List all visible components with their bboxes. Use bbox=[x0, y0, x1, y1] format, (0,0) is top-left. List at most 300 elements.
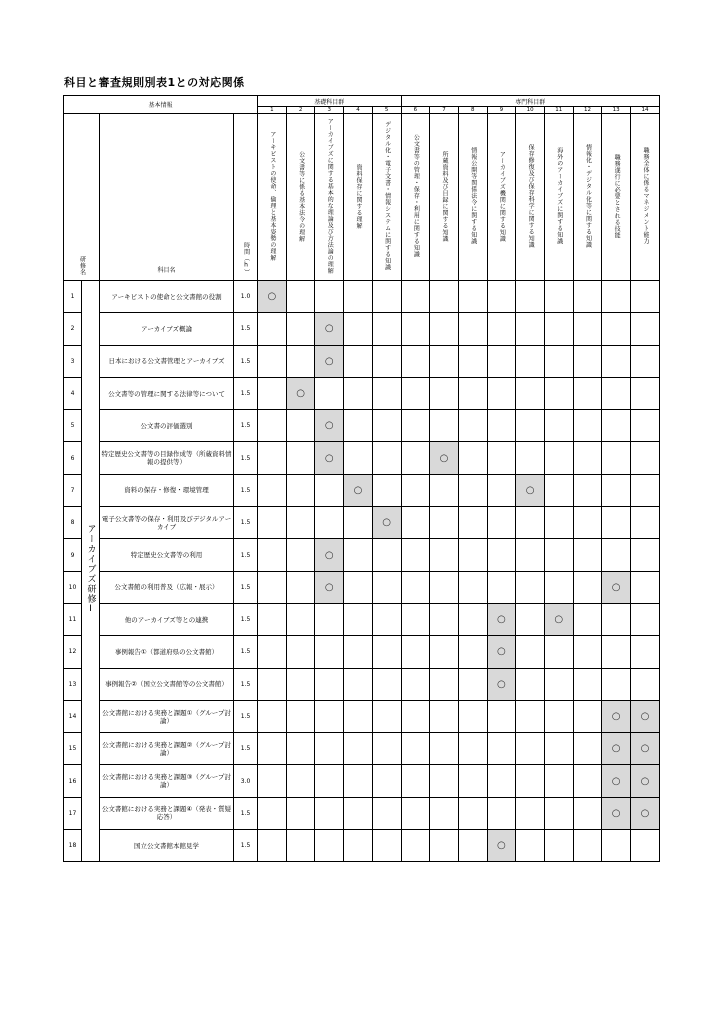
empty-cell-subject-12 bbox=[573, 765, 602, 797]
program-name: アーカイブズ研修Ⅰ bbox=[82, 281, 100, 862]
course-hours: 1.5 bbox=[234, 700, 258, 732]
row-number: 11 bbox=[64, 603, 82, 635]
empty-cell-subject-8 bbox=[458, 539, 487, 571]
empty-cell-subject-11 bbox=[544, 442, 573, 474]
senmon-group-header: 専門科目群 bbox=[401, 96, 659, 107]
empty-cell-subject-14 bbox=[631, 668, 660, 700]
empty-cell-subject-8 bbox=[458, 345, 487, 377]
subject-number-12: 12 bbox=[573, 107, 602, 114]
page-title: 科目と審査規則別表1との対応関係 bbox=[64, 76, 245, 89]
row-number: 9 bbox=[64, 539, 82, 571]
empty-cell-subject-11 bbox=[544, 539, 573, 571]
empty-cell-subject-1 bbox=[258, 539, 287, 571]
empty-cell-subject-1 bbox=[258, 636, 287, 668]
empty-cell-subject-12 bbox=[573, 345, 602, 377]
table-row bbox=[64, 313, 660, 345]
empty-cell-subject-8 bbox=[458, 830, 487, 862]
course-name: 他のアーカイブズ等との連携 bbox=[100, 603, 234, 635]
empty-cell-subject-7 bbox=[430, 571, 459, 603]
subject-number-7: 7 bbox=[430, 107, 459, 114]
row-number: 12 bbox=[64, 636, 82, 668]
subject-number-11: 11 bbox=[544, 107, 573, 114]
empty-cell-subject-14 bbox=[631, 345, 660, 377]
empty-cell-subject-9 bbox=[487, 797, 516, 829]
empty-cell-subject-11 bbox=[544, 474, 573, 506]
empty-cell-subject-12 bbox=[573, 442, 602, 474]
empty-cell-subject-14 bbox=[631, 474, 660, 506]
course-name: 公文書館における実務と課題④（発表・質疑応答） bbox=[100, 797, 234, 829]
empty-cell-subject-8 bbox=[458, 700, 487, 732]
empty-cell-subject-6 bbox=[401, 539, 430, 571]
row-number: 16 bbox=[64, 765, 82, 797]
empty-cell-subject-11 bbox=[544, 571, 573, 603]
empty-cell-subject-9 bbox=[487, 442, 516, 474]
empty-cell-subject-6 bbox=[401, 830, 430, 862]
table-row bbox=[64, 797, 660, 829]
empty-cell-subject-7 bbox=[430, 507, 459, 539]
table-row bbox=[64, 345, 660, 377]
empty-cell-subject-9 bbox=[487, 313, 516, 345]
empty-cell-subject-11 bbox=[544, 765, 573, 797]
empty-cell-subject-8 bbox=[458, 410, 487, 442]
subject-number-5: 5 bbox=[372, 107, 401, 114]
mark-cell-subject-13: ○ bbox=[602, 733, 631, 765]
empty-cell-subject-10 bbox=[516, 603, 545, 635]
kiso-group-header: 基礎科目群 bbox=[258, 96, 401, 107]
empty-cell-subject-8 bbox=[458, 765, 487, 797]
empty-cell-subject-10 bbox=[516, 539, 545, 571]
subject-name-14: 職務全体に係るマネジメント能力 bbox=[631, 114, 660, 281]
mark-cell-subject-2: ○ bbox=[286, 377, 315, 409]
empty-cell-subject-2 bbox=[286, 733, 315, 765]
row-number: 17 bbox=[64, 797, 82, 829]
subject-name-5: デジタル化・電子文書・情報システムに関する知識 bbox=[372, 114, 401, 281]
empty-cell-subject-13 bbox=[602, 603, 631, 635]
empty-cell-subject-10 bbox=[516, 797, 545, 829]
empty-cell-subject-4 bbox=[344, 281, 373, 313]
course-name: 公文書館における実務と課題①（グループ討論） bbox=[100, 700, 234, 732]
empty-cell-subject-7 bbox=[430, 668, 459, 700]
empty-cell-subject-4 bbox=[344, 539, 373, 571]
empty-cell-subject-7 bbox=[430, 313, 459, 345]
course-name: 公文書の評価選別 bbox=[100, 410, 234, 442]
empty-cell-subject-13 bbox=[602, 830, 631, 862]
empty-cell-subject-13 bbox=[602, 442, 631, 474]
course-name: アーキビストの使命と公文書館の役割 bbox=[100, 281, 234, 313]
empty-cell-subject-12 bbox=[573, 700, 602, 732]
mark-cell-subject-5: ○ bbox=[372, 507, 401, 539]
empty-cell-subject-11 bbox=[544, 313, 573, 345]
mark-cell-subject-7: ○ bbox=[430, 442, 459, 474]
course-hours: 1.5 bbox=[234, 474, 258, 506]
empty-cell-subject-14 bbox=[631, 636, 660, 668]
subject-name-3: アーカイブズに関する基本的な理論及び方法論の理解 bbox=[315, 114, 344, 281]
empty-cell-subject-7 bbox=[430, 539, 459, 571]
empty-cell-subject-6 bbox=[401, 700, 430, 732]
table-row bbox=[64, 377, 660, 409]
empty-cell-subject-2 bbox=[286, 571, 315, 603]
subject-name-9: アーカイブズ機関に関する知識 bbox=[487, 114, 516, 281]
course-name: 公文書等の管理に関する法律等について bbox=[100, 377, 234, 409]
empty-cell-subject-9 bbox=[487, 571, 516, 603]
table-row bbox=[64, 571, 660, 603]
empty-cell-subject-6 bbox=[401, 603, 430, 635]
mark-cell-subject-1: ○ bbox=[258, 281, 287, 313]
empty-cell-subject-3 bbox=[315, 765, 344, 797]
empty-cell-subject-10 bbox=[516, 281, 545, 313]
subject-name-11: 海外のアーカイブズに関する知識 bbox=[544, 114, 573, 281]
empty-cell-subject-4 bbox=[344, 797, 373, 829]
empty-cell-subject-2 bbox=[286, 765, 315, 797]
empty-cell-subject-7 bbox=[430, 474, 459, 506]
empty-cell-subject-4 bbox=[344, 636, 373, 668]
course-name: 資料の保存・修復・環境管理 bbox=[100, 474, 234, 506]
empty-cell-subject-7 bbox=[430, 345, 459, 377]
empty-cell-subject-6 bbox=[401, 797, 430, 829]
empty-cell-subject-8 bbox=[458, 507, 487, 539]
empty-cell-subject-7 bbox=[430, 700, 459, 732]
empty-cell-subject-8 bbox=[458, 733, 487, 765]
mark-cell-subject-9: ○ bbox=[487, 636, 516, 668]
empty-cell-subject-12 bbox=[573, 603, 602, 635]
course-name: 公文書館における実務と課題②（グループ討論） bbox=[100, 733, 234, 765]
mark-cell-subject-14: ○ bbox=[631, 733, 660, 765]
course-name: 公文書館における実務と課題③（グループ討論） bbox=[100, 765, 234, 797]
empty-cell-subject-14 bbox=[631, 830, 660, 862]
empty-cell-subject-3 bbox=[315, 281, 344, 313]
empty-cell-subject-4 bbox=[344, 313, 373, 345]
empty-cell-subject-10 bbox=[516, 636, 545, 668]
empty-cell-subject-4 bbox=[344, 345, 373, 377]
course-name: 特定歴史公文書等の目録作成等（所蔵資料情報の提供等） bbox=[100, 442, 234, 474]
empty-cell-subject-12 bbox=[573, 571, 602, 603]
empty-cell-subject-5 bbox=[372, 377, 401, 409]
empty-cell-subject-4 bbox=[344, 507, 373, 539]
course-hours: 1.5 bbox=[234, 603, 258, 635]
empty-cell-subject-13 bbox=[602, 345, 631, 377]
course-name: 公文書館の利用普及（広報・展示） bbox=[100, 571, 234, 603]
mark-cell-subject-3: ○ bbox=[315, 345, 344, 377]
empty-cell-subject-12 bbox=[573, 474, 602, 506]
subject-number-13: 13 bbox=[602, 107, 631, 114]
table-row bbox=[64, 281, 660, 313]
table-row bbox=[64, 765, 660, 797]
empty-cell-subject-10 bbox=[516, 507, 545, 539]
empty-cell-subject-2 bbox=[286, 539, 315, 571]
empty-cell-subject-14 bbox=[631, 442, 660, 474]
course-hours: 1.5 bbox=[234, 507, 258, 539]
empty-cell-subject-4 bbox=[344, 765, 373, 797]
empty-cell-subject-5 bbox=[372, 345, 401, 377]
empty-cell-subject-7 bbox=[430, 733, 459, 765]
empty-cell-subject-6 bbox=[401, 313, 430, 345]
empty-cell-subject-1 bbox=[258, 700, 287, 732]
mark-cell-subject-13: ○ bbox=[602, 571, 631, 603]
empty-cell-subject-10 bbox=[516, 571, 545, 603]
course-hours: 1.5 bbox=[234, 830, 258, 862]
empty-cell-subject-9 bbox=[487, 507, 516, 539]
subject-number-9: 9 bbox=[487, 107, 516, 114]
empty-cell-subject-1 bbox=[258, 377, 287, 409]
empty-cell-subject-12 bbox=[573, 668, 602, 700]
empty-cell-subject-6 bbox=[401, 571, 430, 603]
subject-name-1: アーキビストの使命、倫理と基本姿勢の理解 bbox=[258, 114, 287, 281]
empty-cell-subject-14 bbox=[631, 539, 660, 571]
course-name: 日本における公文書管理とアーカイブズ bbox=[100, 345, 234, 377]
mark-cell-subject-14: ○ bbox=[631, 765, 660, 797]
empty-cell-subject-5 bbox=[372, 281, 401, 313]
table-row bbox=[64, 700, 660, 732]
empty-cell-subject-9 bbox=[487, 539, 516, 571]
empty-cell-subject-6 bbox=[401, 281, 430, 313]
empty-cell-subject-7 bbox=[430, 410, 459, 442]
empty-cell-subject-8 bbox=[458, 603, 487, 635]
empty-cell-subject-3 bbox=[315, 830, 344, 862]
empty-cell-subject-3 bbox=[315, 700, 344, 732]
mark-cell-subject-9: ○ bbox=[487, 668, 516, 700]
mark-cell-subject-3: ○ bbox=[315, 539, 344, 571]
empty-cell-subject-14 bbox=[631, 377, 660, 409]
empty-cell-subject-6 bbox=[401, 345, 430, 377]
empty-cell-subject-12 bbox=[573, 797, 602, 829]
course-hours: 1.5 bbox=[234, 571, 258, 603]
empty-cell-subject-5 bbox=[372, 442, 401, 474]
course-name: 国立公文書館本館見学 bbox=[100, 830, 234, 862]
row-number: 8 bbox=[64, 507, 82, 539]
empty-cell-subject-5 bbox=[372, 668, 401, 700]
empty-cell-subject-6 bbox=[401, 377, 430, 409]
empty-cell-subject-11 bbox=[544, 377, 573, 409]
empty-cell-subject-5 bbox=[372, 636, 401, 668]
course-hours: 1.5 bbox=[234, 313, 258, 345]
empty-cell-subject-11 bbox=[544, 281, 573, 313]
empty-cell-subject-14 bbox=[631, 313, 660, 345]
empty-cell-subject-10 bbox=[516, 345, 545, 377]
course-hours: 1.5 bbox=[234, 668, 258, 700]
subject-name-4: 資料保存に関する理解 bbox=[344, 114, 373, 281]
table-row bbox=[64, 539, 660, 571]
empty-cell-subject-1 bbox=[258, 603, 287, 635]
empty-cell-subject-12 bbox=[573, 410, 602, 442]
empty-cell-subject-10 bbox=[516, 765, 545, 797]
empty-cell-subject-10 bbox=[516, 313, 545, 345]
empty-cell-subject-4 bbox=[344, 410, 373, 442]
course-name: 事例報告①（都道府県の公文書館） bbox=[100, 636, 234, 668]
empty-cell-subject-14 bbox=[631, 507, 660, 539]
empty-cell-subject-5 bbox=[372, 313, 401, 345]
empty-cell-subject-12 bbox=[573, 733, 602, 765]
empty-cell-subject-13 bbox=[602, 539, 631, 571]
course-hours: 1.5 bbox=[234, 377, 258, 409]
empty-cell-subject-7 bbox=[430, 603, 459, 635]
empty-cell-subject-13 bbox=[602, 636, 631, 668]
empty-cell-subject-7 bbox=[430, 765, 459, 797]
empty-cell-subject-1 bbox=[258, 765, 287, 797]
empty-cell-subject-2 bbox=[286, 603, 315, 635]
mark-cell-subject-14: ○ bbox=[631, 700, 660, 732]
subject-name-7: 所蔵資料及び目録に関する知識 bbox=[430, 114, 459, 281]
empty-cell-subject-9 bbox=[487, 733, 516, 765]
empty-cell-subject-11 bbox=[544, 830, 573, 862]
empty-cell-subject-11 bbox=[544, 700, 573, 732]
empty-cell-subject-1 bbox=[258, 797, 287, 829]
subject-number-3: 3 bbox=[315, 107, 344, 114]
empty-cell-subject-4 bbox=[344, 830, 373, 862]
subject-number-8: 8 bbox=[458, 107, 487, 114]
empty-cell-subject-9 bbox=[487, 700, 516, 732]
hours-column-header: 時間（h） bbox=[234, 114, 258, 281]
row-number: 18 bbox=[64, 830, 82, 862]
mark-cell-subject-13: ○ bbox=[602, 700, 631, 732]
empty-cell-subject-1 bbox=[258, 410, 287, 442]
empty-cell-subject-3 bbox=[315, 636, 344, 668]
row-number: 5 bbox=[64, 410, 82, 442]
empty-cell-subject-3 bbox=[315, 507, 344, 539]
empty-cell-subject-13 bbox=[602, 668, 631, 700]
empty-cell-subject-2 bbox=[286, 474, 315, 506]
subject-name-row bbox=[64, 114, 660, 281]
empty-cell-subject-10 bbox=[516, 410, 545, 442]
empty-cell-subject-8 bbox=[458, 668, 487, 700]
course-hours: 1.5 bbox=[234, 733, 258, 765]
correspondence-table bbox=[63, 95, 660, 862]
subject-name-8: 情報公開等関係法令に関する知識 bbox=[458, 114, 487, 281]
empty-cell-subject-10 bbox=[516, 733, 545, 765]
empty-cell-subject-1 bbox=[258, 733, 287, 765]
course-hours: 1.0 bbox=[234, 281, 258, 313]
empty-cell-subject-3 bbox=[315, 668, 344, 700]
empty-cell-subject-11 bbox=[544, 797, 573, 829]
empty-cell-subject-7 bbox=[430, 797, 459, 829]
empty-cell-subject-5 bbox=[372, 700, 401, 732]
empty-cell-subject-8 bbox=[458, 377, 487, 409]
empty-cell-subject-8 bbox=[458, 442, 487, 474]
row-number: 3 bbox=[64, 345, 82, 377]
empty-cell-subject-4 bbox=[344, 733, 373, 765]
empty-cell-subject-11 bbox=[544, 345, 573, 377]
empty-cell-subject-2 bbox=[286, 636, 315, 668]
mark-cell-subject-3: ○ bbox=[315, 442, 344, 474]
empty-cell-subject-4 bbox=[344, 377, 373, 409]
row-number: 15 bbox=[64, 733, 82, 765]
empty-cell-subject-7 bbox=[430, 830, 459, 862]
empty-cell-subject-2 bbox=[286, 410, 315, 442]
empty-cell-subject-9 bbox=[487, 765, 516, 797]
empty-cell-subject-5 bbox=[372, 474, 401, 506]
table-row bbox=[64, 410, 660, 442]
row-number: 4 bbox=[64, 377, 82, 409]
empty-cell-subject-5 bbox=[372, 733, 401, 765]
empty-cell-subject-12 bbox=[573, 539, 602, 571]
subject-number-2: 2 bbox=[286, 107, 315, 114]
empty-cell-subject-2 bbox=[286, 700, 315, 732]
mark-cell-subject-3: ○ bbox=[315, 410, 344, 442]
table-row bbox=[64, 636, 660, 668]
empty-cell-subject-12 bbox=[573, 507, 602, 539]
basic-info-header: 基本情報 bbox=[64, 96, 258, 114]
course-hours: 1.5 bbox=[234, 410, 258, 442]
table-row bbox=[64, 507, 660, 539]
subject-name-6: 公文書等の管理・保存・利用に関する知識 bbox=[401, 114, 430, 281]
empty-cell-subject-13 bbox=[602, 281, 631, 313]
empty-cell-subject-2 bbox=[286, 313, 315, 345]
mark-cell-subject-13: ○ bbox=[602, 797, 631, 829]
group-header-row bbox=[64, 96, 660, 107]
empty-cell-subject-4 bbox=[344, 603, 373, 635]
subject-name-12: 情報化・デジタル化等に関する知識 bbox=[573, 114, 602, 281]
mark-cell-subject-9: ○ bbox=[487, 830, 516, 862]
empty-cell-subject-10 bbox=[516, 668, 545, 700]
empty-cell-subject-2 bbox=[286, 281, 315, 313]
empty-cell-subject-14 bbox=[631, 603, 660, 635]
course-name: アーカイブズ概論 bbox=[100, 313, 234, 345]
empty-cell-subject-6 bbox=[401, 636, 430, 668]
table-row bbox=[64, 733, 660, 765]
empty-cell-subject-3 bbox=[315, 797, 344, 829]
mark-cell-subject-13: ○ bbox=[602, 765, 631, 797]
subject-number-1: 1 bbox=[258, 107, 287, 114]
subject-name-10: 保存修復及び保存科学に関する知識 bbox=[516, 114, 545, 281]
course-hours: 1.5 bbox=[234, 539, 258, 571]
kenshu-column-header: 研修名 bbox=[64, 114, 100, 281]
empty-cell-subject-5 bbox=[372, 539, 401, 571]
row-number: 13 bbox=[64, 668, 82, 700]
row-number: 14 bbox=[64, 700, 82, 732]
empty-cell-subject-6 bbox=[401, 410, 430, 442]
empty-cell-subject-9 bbox=[487, 410, 516, 442]
empty-cell-subject-14 bbox=[631, 281, 660, 313]
empty-cell-subject-10 bbox=[516, 377, 545, 409]
mark-cell-subject-3: ○ bbox=[315, 571, 344, 603]
subject-number-4: 4 bbox=[344, 107, 373, 114]
empty-cell-subject-2 bbox=[286, 345, 315, 377]
empty-cell-subject-8 bbox=[458, 797, 487, 829]
empty-cell-subject-11 bbox=[544, 668, 573, 700]
empty-cell-subject-12 bbox=[573, 377, 602, 409]
table-row bbox=[64, 474, 660, 506]
course-hours: 1.5 bbox=[234, 636, 258, 668]
empty-cell-subject-6 bbox=[401, 668, 430, 700]
empty-cell-subject-2 bbox=[286, 507, 315, 539]
course-hours: 1.5 bbox=[234, 797, 258, 829]
empty-cell-subject-5 bbox=[372, 797, 401, 829]
empty-cell-subject-13 bbox=[602, 410, 631, 442]
mark-cell-subject-11: ○ bbox=[544, 603, 573, 635]
empty-cell-subject-5 bbox=[372, 830, 401, 862]
table-row bbox=[64, 603, 660, 635]
empty-cell-subject-4 bbox=[344, 571, 373, 603]
mark-cell-subject-9: ○ bbox=[487, 603, 516, 635]
subject-number-10: 10 bbox=[516, 107, 545, 114]
empty-cell-subject-6 bbox=[401, 442, 430, 474]
empty-cell-subject-8 bbox=[458, 571, 487, 603]
empty-cell-subject-10 bbox=[516, 700, 545, 732]
empty-cell-subject-2 bbox=[286, 442, 315, 474]
course-name: 電子公文書等の保存・利用及びデジタルアーカイブ bbox=[100, 507, 234, 539]
empty-cell-subject-14 bbox=[631, 571, 660, 603]
table-row bbox=[64, 668, 660, 700]
empty-cell-subject-7 bbox=[430, 377, 459, 409]
empty-cell-subject-14 bbox=[631, 410, 660, 442]
empty-cell-subject-11 bbox=[544, 733, 573, 765]
course-name: 特定歴史公文書等の利用 bbox=[100, 539, 234, 571]
table-row bbox=[64, 442, 660, 474]
mark-cell-subject-14: ○ bbox=[631, 797, 660, 829]
row-number: 2 bbox=[64, 313, 82, 345]
table-body bbox=[64, 96, 660, 862]
empty-cell-subject-9 bbox=[487, 377, 516, 409]
empty-cell-subject-12 bbox=[573, 313, 602, 345]
